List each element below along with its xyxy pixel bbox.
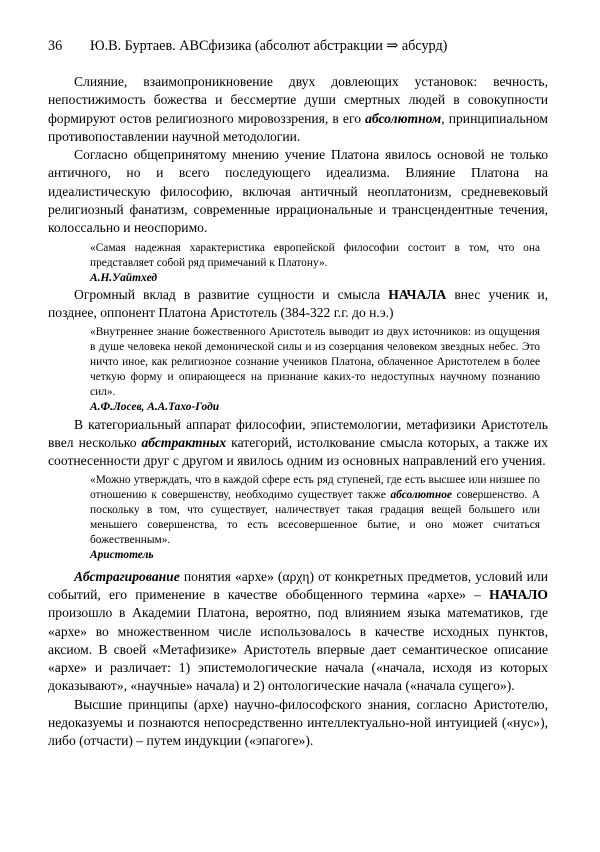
spacer: [48, 322, 548, 324]
paragraph-1: [48, 73, 548, 146]
page-header: [48, 38, 548, 55]
quote-3: [48, 473, 548, 548]
quote-2-attribution: А.Ф.Лосев, А.А.Тахо-Годи: [90, 401, 220, 414]
paragraph-2: Согласно общепринятому мнению учение Платона явилось основой не только античного, но и всего последующего идеализма. Влияние Платона на идеалистическую философию, включая античный неоплатонизм, средневековый религиозный фанатизм, современные иррациональные и трансцендентные течения, колоссально и неоспоримо.: [48, 147, 548, 236]
quote-2: «Внутреннее знание божественного Аристотель выводит из двух источников: из ощущения в душе человека некой демонической силы и из созерцания человеком звездных небес. Это ничто иное, как религиозное сознание учеников Платона, облаченное Аристотелем в более четкую форму и опирающееся на признание каких-то недоступных научному познанию сил».: [90, 326, 540, 399]
paragraph-3-text-a: Огромный вклад в развитие сущности и смысла: [74, 286, 389, 302]
quote-1: «Самая надежная характеристика европейской философии состоит в том, что она представляет собой ряд примечаний к Платону».: [90, 241, 540, 269]
quote-3-attribution: Аристотель: [90, 549, 154, 562]
running-title: Ю.В. Буртаев. АВСфизика (абсолют абстракции ⇒ абсурд): [90, 38, 448, 54]
paragraph-5-text-d: произошло в Академии Платона, вероятно, под влиянием языка математиков, где «архе» во множественном числе использовалось в качестве исходных пунктов, аксиом. В своей «Метафизике» Аристотель впервые дает семантическое описание «архе» и различает: 1) эпистемологические начала («начала, исходя из которых доказывают», «научные» начала) и 2) онтологические начала («начала сущего»).: [48, 605, 548, 694]
emphasis-abstragirovanie: Абстрагирование: [74, 568, 180, 584]
spacer: [48, 470, 548, 472]
quote-3-text-c: совершенство. А поскольку в том, что существует, наличествует такая градация вещей большего или меньшего совершенства, то есть всесовершенное бытие, и оно может считаться божественным».: [90, 489, 540, 547]
emphasis-abstraktnyh: абстрактных: [141, 434, 227, 450]
paragraph-5-text-b: понятия «архе» (αρχη) от конкретных предметов, условий или событий, его применение в качестве обобщенного термина «архе» –: [48, 568, 548, 603]
paragraph-4-text-c: категорий, истолкование смысла которых, а также их соотнесенности друг с другом и явилось одним из основных направлений его учения.: [48, 434, 549, 469]
quote-1-attribution: А.Н.Уайтхед: [90, 271, 158, 284]
paragraph-5: [48, 568, 548, 696]
paragraph-1-text-c: , принципиальном противопоставлении научной методологии.: [48, 110, 549, 144]
emphasis-absolutnom: абсолютном: [365, 110, 442, 126]
paragraph-4-text-a: В категориальный аппарат философии, эпистемологии, метафизики Аристотель ввел несколько: [48, 416, 548, 450]
spacer: [48, 238, 548, 240]
quote-3-text-a: «Можно утверждать, что в каждой сфере есть ряд ступеней, где есть высшее или низшее по отношению к совершенству, необходимо существует также: [90, 474, 540, 502]
paragraph-1-text-a: Слияние, взаимопроникновение двух довлеющих установок: вечность, непостижимость божества и бессмертие души смертных людей в совокупности формируют остов религиозного мировоззрения, в его: [48, 74, 548, 126]
emphasis-absolutnoe: абсолютное: [390, 489, 452, 502]
page-number: 36: [48, 38, 63, 54]
emphasis-nachala: НАЧАЛА: [388, 286, 447, 302]
emphasis-nachalo: НАЧАЛО: [489, 587, 548, 603]
paragraph-3: [48, 286, 548, 323]
paragraph-3-text-c: внес ученик и, позднее, оппонент Платона Аристотель (384-322 г.г. до н.э.): [48, 286, 548, 321]
paragraph-4: [48, 416, 548, 471]
paragraph-6: Высшие принципы (архе) научно-философского знания, согласно Аристотелю, недоказуемы и познаются непосредственно интеллектуально-ной интуицией («нус»), либо (отчасти) – путем индукции («эпагоге»).: [48, 696, 548, 749]
